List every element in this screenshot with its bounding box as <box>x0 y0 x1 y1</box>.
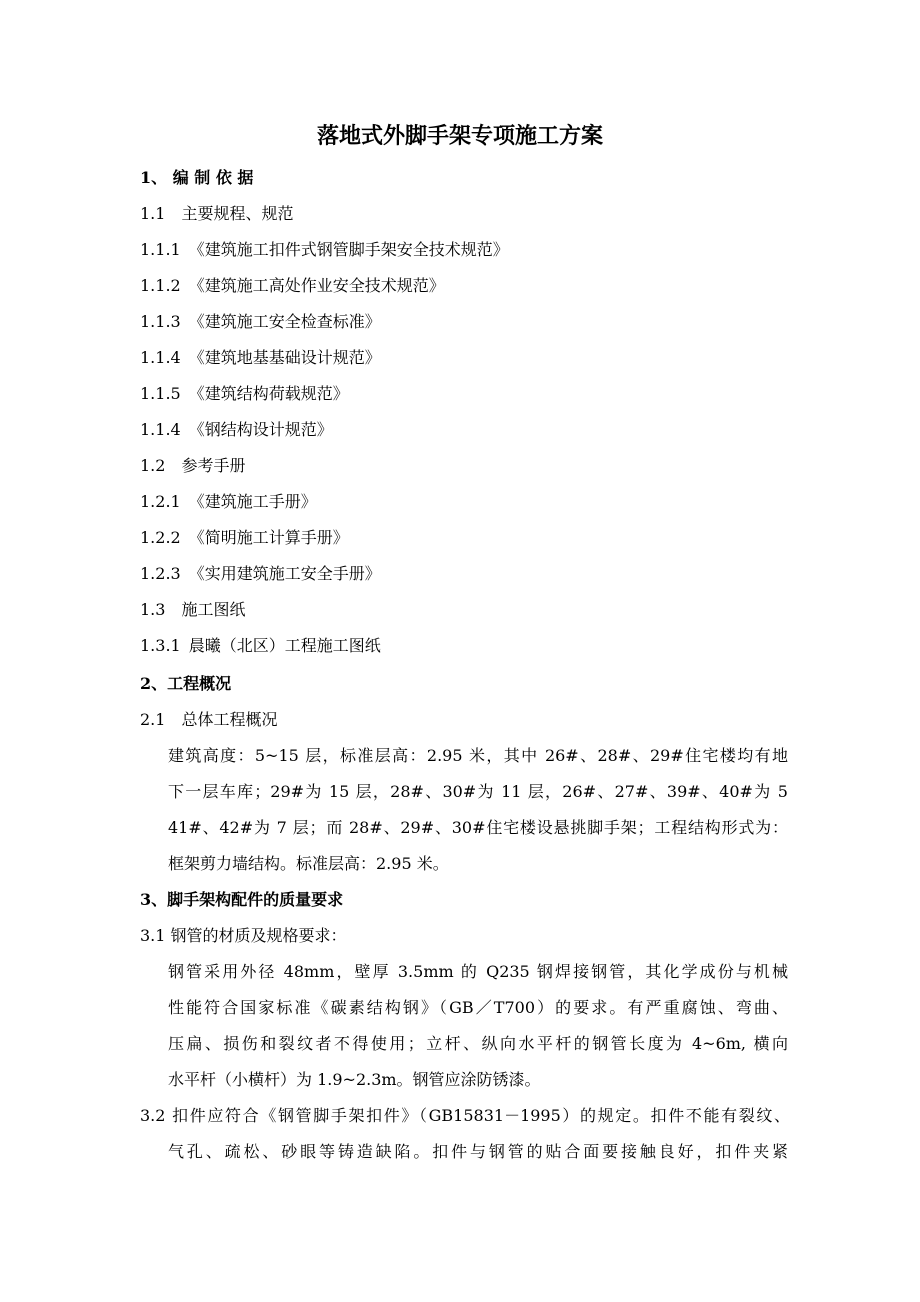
item-number: 1.1.4 <box>140 420 181 439</box>
item-text: 《建筑施工手册》 <box>188 492 317 511</box>
item-text: 《钢结构设计规范》 <box>188 420 333 439</box>
item-number: 2.1 <box>140 710 166 729</box>
subsection-2-1 <box>140 708 790 732</box>
item-number: 1.1 <box>140 204 166 223</box>
item-text: 总体工程概况 <box>181 710 278 729</box>
item-text: 《建筑地基基础设计规范》 <box>188 348 381 367</box>
item-text: 施工图纸 <box>181 600 246 619</box>
subsection-1-3 <box>140 598 790 622</box>
paragraph-line: 气孔、疏松、砂眼等铸造缺陷。扣件与钢管的贴合面要接触良好，扣件夹紧 <box>168 1142 788 1161</box>
item-number: 1.3.1 <box>140 636 181 655</box>
paragraph-line: 3.2 扣件应符合《钢管脚手架扣件》（GB15831－1995）的规定。扣件不能有裂纹、 <box>140 1106 790 1125</box>
subsection-1-1 <box>140 202 790 226</box>
reference-item <box>140 274 790 298</box>
paragraph-line: 钢管采用外径 48mm，壁厚 3.5mm 的 Q235 钢焊接钢管，其化学成份与机械 <box>168 962 788 981</box>
item-text: 晨曦（北区）工程施工图纸 <box>188 636 381 655</box>
item-text: 《实用建筑施工安全手册》 <box>188 564 381 583</box>
reference-item <box>140 526 790 550</box>
item-text: 《建筑施工安全检查标准》 <box>188 312 381 331</box>
reference-item <box>140 346 790 370</box>
section-heading-3: 3、脚手架构配件的质量要求 <box>140 890 344 909</box>
reference-item <box>140 238 790 262</box>
paragraph-line: 建筑高度：5~15 层，标准层高：2.95 米，其中 26#、28#、29#住宅楼均有地 <box>168 746 788 765</box>
item-number: 1.2.3 <box>140 564 181 583</box>
item-text: 《建筑施工高处作业安全技术规范》 <box>188 276 445 295</box>
document-title: 落地式外脚手架专项施工方案 <box>316 123 603 149</box>
reference-item <box>140 634 790 658</box>
item-text: 参考手册 <box>181 456 246 475</box>
paragraph-line: 下一层车库；29#为 15 层，28#、30#为 11 层，26#、27#、39#、40#为 5 <box>168 782 788 801</box>
item-number: 1.2.2 <box>140 528 181 547</box>
paragraph-line: 性能符合国家标准《碳素结构钢》（GB／T700）的要求。有严重腐蚀、弯曲、 <box>168 998 788 1017</box>
item-number: 1.1.1 <box>140 240 181 259</box>
item-number: 1.2.1 <box>140 492 181 511</box>
reference-item <box>140 310 790 334</box>
item-text: 《简明施工计算手册》 <box>188 528 349 547</box>
item-number: 1.1.5 <box>140 384 181 403</box>
item-number: 1.1.2 <box>140 276 181 295</box>
reference-item <box>140 418 790 442</box>
reference-item <box>140 562 790 586</box>
item-number: 1.1.4 <box>140 348 181 367</box>
item-text: 主要规程、规范 <box>181 204 294 223</box>
paragraph-line: 框架剪力墙结构。标准层高：2.95 米。 <box>168 854 449 873</box>
item-number: 1.3 <box>140 600 166 619</box>
paragraph-line: 41#、42#为 7 层；而 28#、29#、30#住宅楼设悬挑脚手架；工程结构形式为： <box>168 818 788 837</box>
paragraph-line: 水平杆（小横杆）为 1.9~2.3m。钢管应涂防锈漆。 <box>168 1070 541 1089</box>
section-heading-2: 2、工程概况 <box>140 674 232 693</box>
reference-item <box>140 490 790 514</box>
item-text: 《建筑结构荷载规范》 <box>188 384 349 403</box>
item-text: 《建筑施工扣件式钢管脚手架安全技术规范》 <box>188 240 509 259</box>
item-number: 1.2 <box>140 456 166 475</box>
paragraph-line: 压扁、损伤和裂纹者不得使用；立杆、纵向水平杆的钢管长度为 4~6m, 横向 <box>168 1034 788 1053</box>
subsection-1-2 <box>140 454 790 478</box>
section-heading-1: 1、 编 制 依 据 <box>140 168 254 187</box>
subsection-3-1: 3.1 钢管的材质及规格要求： <box>140 926 347 945</box>
item-number: 1.1.3 <box>140 312 181 331</box>
reference-item <box>140 382 790 406</box>
